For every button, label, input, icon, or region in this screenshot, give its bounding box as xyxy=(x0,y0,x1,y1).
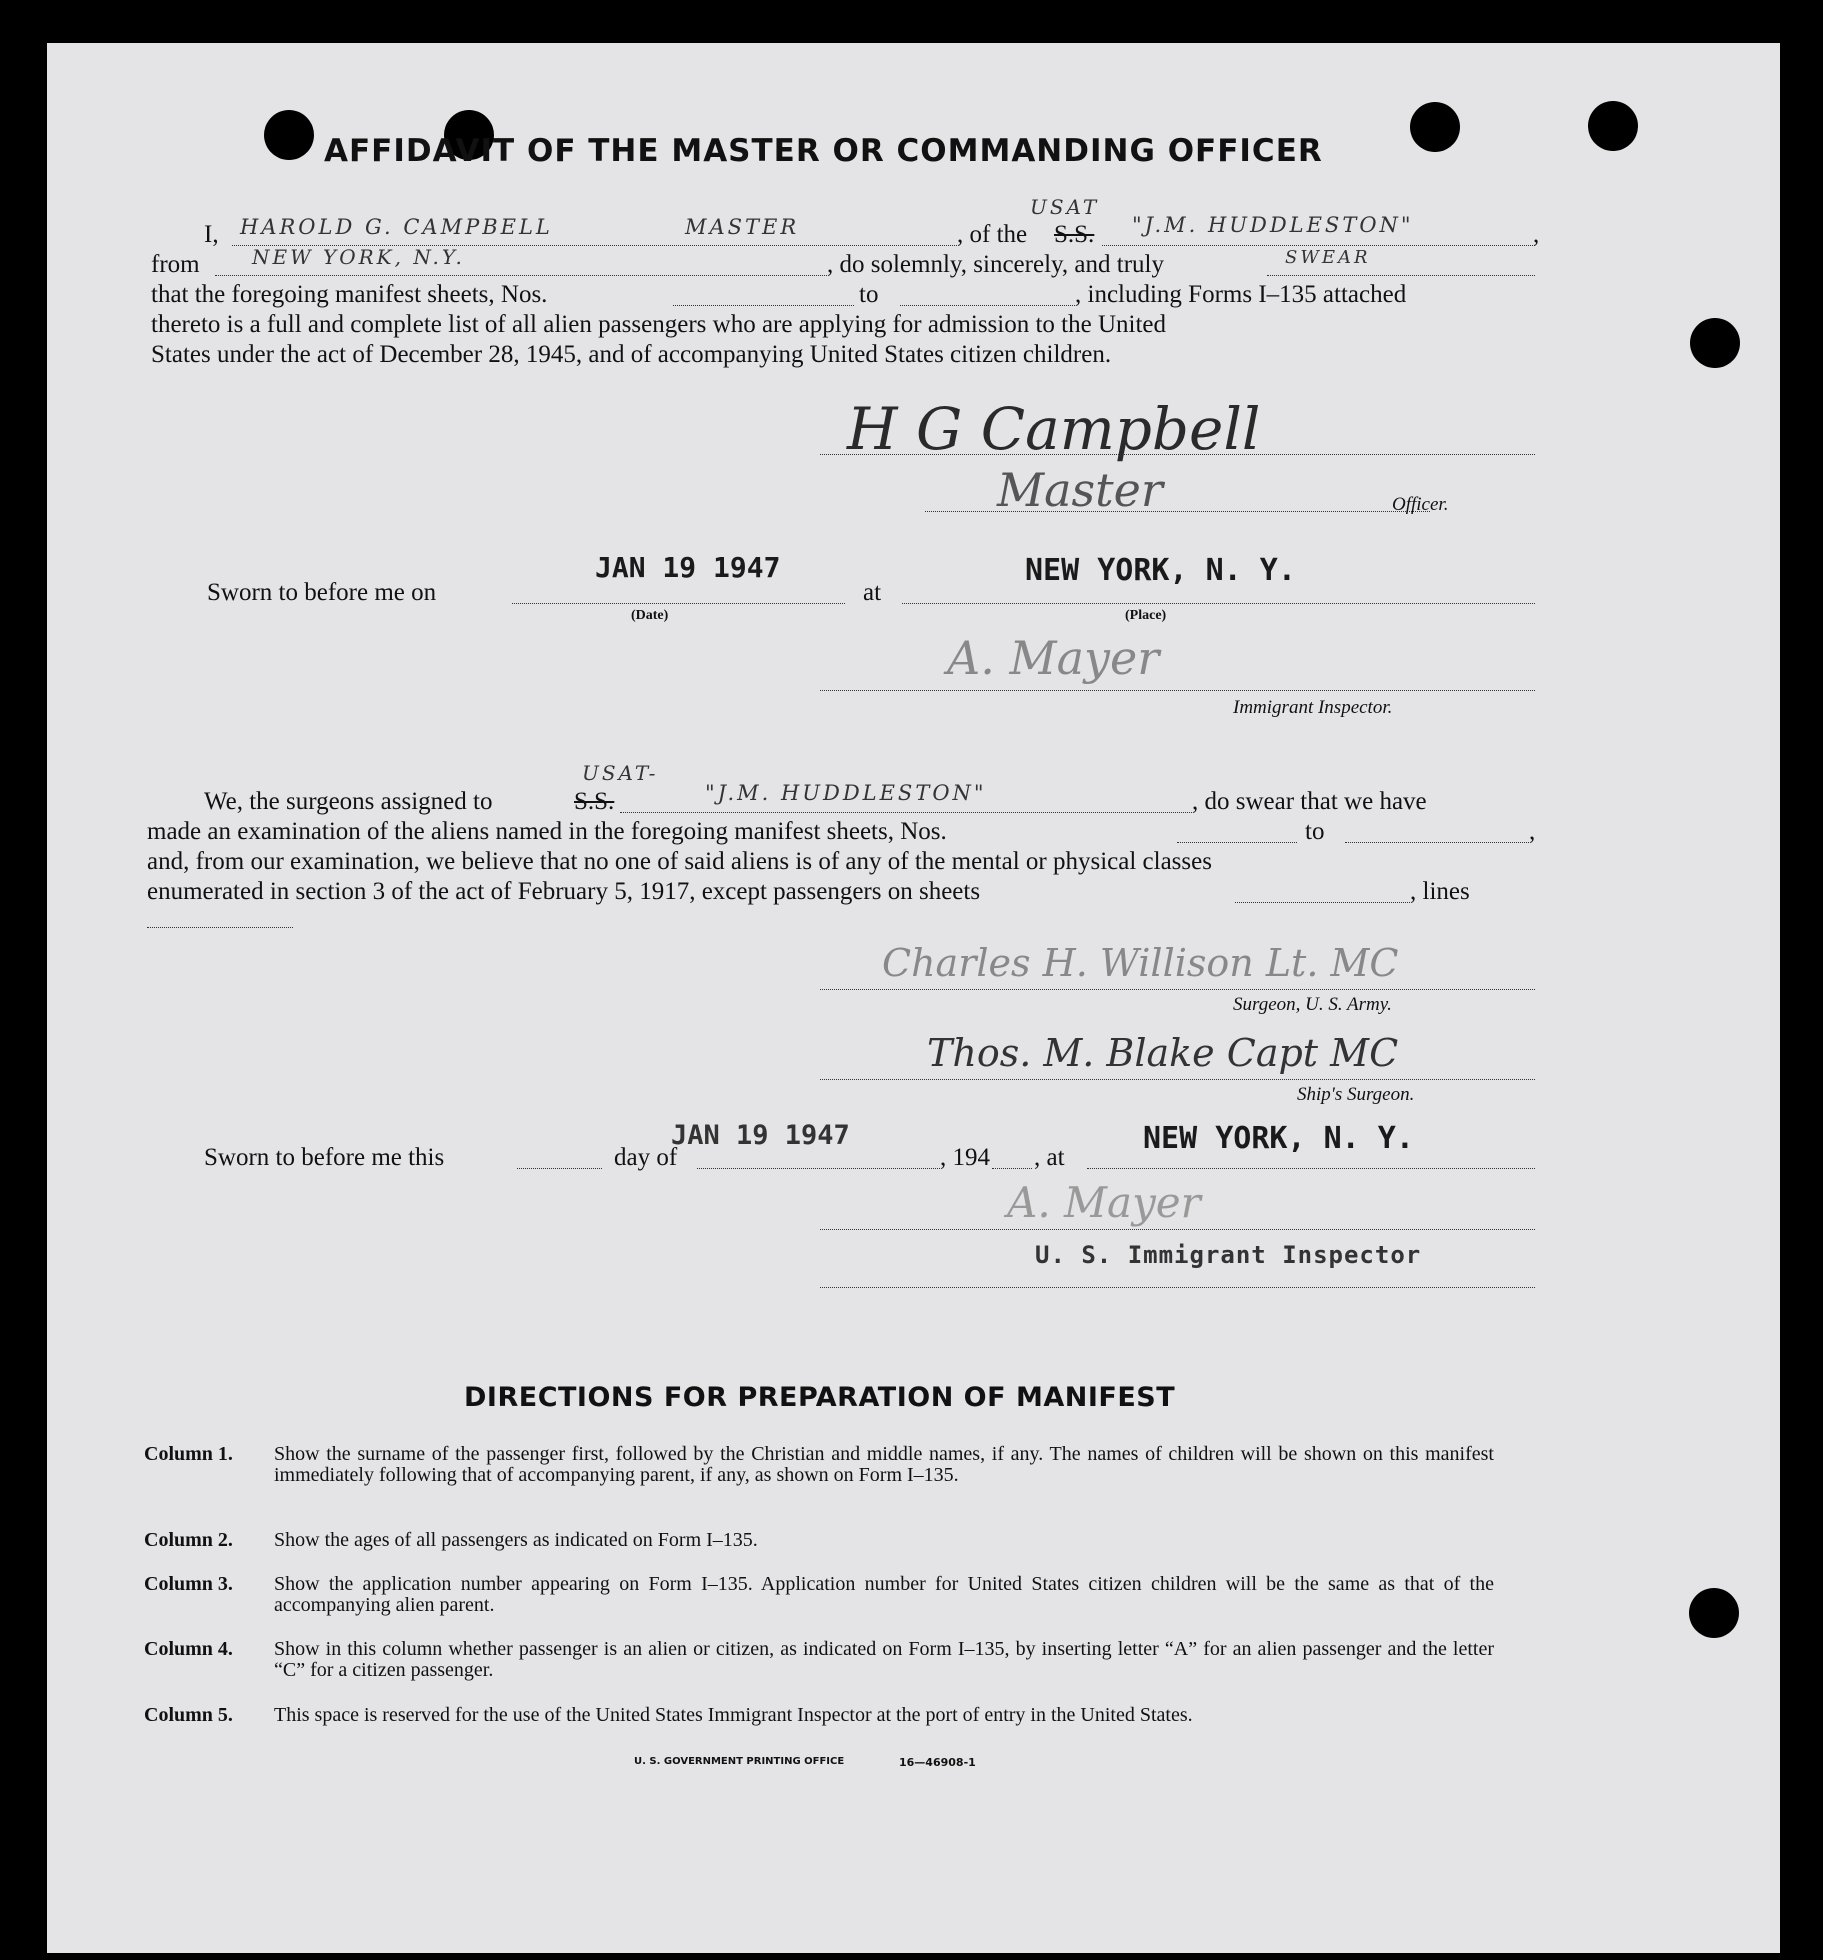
sworn-date-stamp: JAN 19 1947 xyxy=(595,551,781,584)
direction-label-1: Column 1. xyxy=(144,1443,233,1465)
sworn2-place-stamp: NEW YORK, N. Y. xyxy=(1143,1121,1414,1156)
direction-text-5: This space is reserved for the use of the United States Immigrant Inspector at the port of entry in the United States. xyxy=(274,1704,1193,1726)
direction-text-3: Show the application number appearing on Form I–135. Application number for United States citizen children will be the same as that of the accompanying alien parent. xyxy=(274,1573,1494,1616)
place-caption: (Place) xyxy=(1125,608,1167,623)
direction-text-4: Show in this column whether passenger is an alien or citizen, as indicated on Form I–135, by inserting letter “A” for an alien passenger and the letter “C” for a citizen passenger. xyxy=(274,1638,1494,1681)
ss-struck: S.S. xyxy=(1054,221,1095,248)
surgeons-ship-name: "J.M. HUDDLESTON" xyxy=(705,781,987,805)
surgeons-text-3: and, from our examination, we believe that no one of said aliens is of any of the mental or physical classes xyxy=(147,848,1212,875)
sworn-before-label: Sworn to before me on xyxy=(207,579,437,606)
surgeons-to-label: to xyxy=(1305,818,1325,845)
including-forms-text: , including Forms I–135 attached xyxy=(1075,281,1407,308)
sworn-place-line xyxy=(902,603,1535,604)
printer-imprint: U. S. GOVERNMENT PRINTING OFFICE xyxy=(634,1756,845,1767)
officer-title-signature: Master xyxy=(997,463,1163,517)
direction-text-1: Show the surname of the passenger first, followed by the Christian and middle names, if any. The names of children will be shown on this manifest immediately following that of accompanying parent, if any, as shown on Form I–135. xyxy=(274,1443,1494,1486)
punch-hole xyxy=(1690,318,1740,368)
surgeons-text-4: enumerated in section 3 of the act of February 5, 1917, except passengers on sheets xyxy=(147,878,981,905)
sworn2-month-line xyxy=(697,1168,940,1169)
officer-signature: H G Campbell xyxy=(847,395,1261,463)
officer-title-line xyxy=(925,511,1430,512)
surgeons-sheet-to-line xyxy=(1345,842,1529,843)
solemnly-text: , do solemnly, sincerely, and truly xyxy=(827,251,1164,278)
ship-name-line xyxy=(1102,245,1535,246)
sworn2-label: Sworn to before me this xyxy=(204,1144,445,1171)
officer-label: Officer. xyxy=(1392,494,1449,515)
ship-prefix: USAT xyxy=(1030,195,1100,219)
master-rank: MASTER xyxy=(685,215,800,239)
surgeons-sheet-from-line xyxy=(1177,842,1297,843)
punch-hole xyxy=(1588,101,1638,151)
surgeons-ship-prefix: USAT- xyxy=(582,761,659,785)
officer-signature-line xyxy=(820,454,1535,455)
direction-label-5: Column 5. xyxy=(144,1704,233,1726)
oath-word: SWEAR xyxy=(1285,247,1371,268)
affidavit-title: AFFIDAVIT OF THE MASTER OR COMMANDING OFFICER xyxy=(324,133,1323,169)
sworn-at-label: at xyxy=(863,579,882,606)
sworn2-day-line xyxy=(517,1168,602,1169)
direction-text-2: Show the ages of all passengers as indicated on Form I–135. xyxy=(274,1529,758,1551)
affidavit-line-5: States under the act of December 28, 1945, and of accompanying United States citizen children. xyxy=(151,341,1112,368)
surgeons-text-1b: , do swear that we have xyxy=(1192,788,1427,815)
inspector-signature-1: A. Mayer xyxy=(947,631,1160,685)
army-surgeon-line xyxy=(820,989,1535,990)
comma: , xyxy=(1533,221,1540,248)
sworn-place-stamp: NEW YORK, N. Y. xyxy=(1025,553,1296,588)
surgeons-text-1: We, the surgeons assigned to xyxy=(204,788,493,815)
ship-surgeon-label: Ship's Surgeon. xyxy=(1297,1084,1415,1105)
inspector-signature-2: A. Mayer xyxy=(1007,1178,1201,1227)
sheet-from-line xyxy=(673,305,854,306)
inspector-stamp-line xyxy=(820,1287,1535,1288)
punch-hole xyxy=(1410,102,1460,152)
master-name: HAROLD G. CAMPBELL xyxy=(240,215,553,239)
inspector-stamp: U. S. Immigrant Inspector xyxy=(1035,1241,1422,1269)
sworn2-year: , 194 xyxy=(940,1144,990,1171)
surgeons-ship-line xyxy=(620,812,1192,813)
surgeons-ss-struck: S.S. xyxy=(574,788,615,815)
ship-surgeon-line xyxy=(820,1079,1535,1080)
of-the-label: , of the xyxy=(957,221,1028,248)
form-number: 16—46908-1 xyxy=(899,1756,976,1769)
sworn2-place-line xyxy=(1087,1168,1535,1169)
date-caption: (Date) xyxy=(631,608,669,623)
direction-label-2: Column 2. xyxy=(144,1529,233,1551)
surgeons-lines-label: , lines xyxy=(1410,878,1470,905)
ship-surgeon-signature: Thos. M. Blake Capt MC xyxy=(927,1031,1399,1075)
direction-label-3: Column 3. xyxy=(144,1573,233,1595)
sheet-to-line xyxy=(900,305,1075,306)
direction-label-4: Column 4. xyxy=(144,1638,233,1660)
from-label: from xyxy=(151,251,200,278)
from-place-line xyxy=(215,275,827,276)
inspector-signature-line-1 xyxy=(820,690,1535,691)
army-surgeon-signature: Charles H. Willison Lt. MC xyxy=(882,941,1399,985)
sworn-date-line xyxy=(512,603,845,604)
from-place: NEW YORK, N.Y. xyxy=(252,245,465,269)
to-label: to xyxy=(859,281,879,308)
affidavit-line-4: thereto is a full and complete list of all alien passengers who are applying for admission to the United xyxy=(151,311,1167,338)
surgeons-lines-line xyxy=(147,927,293,928)
surgeons-sheets-line xyxy=(1235,902,1410,903)
oath-line xyxy=(1267,275,1535,276)
inspector-signature-line-2 xyxy=(820,1229,1535,1230)
army-surgeon-label: Surgeon, U. S. Army. xyxy=(1233,994,1392,1015)
document-page xyxy=(47,43,1780,1953)
sworn2-date-stamp: JAN 19 1947 xyxy=(671,1120,850,1151)
inspector-label-1: Immigrant Inspector. xyxy=(1233,697,1393,718)
manifest-sheets-text: that the foregoing manifest sheets, Nos. xyxy=(151,281,548,308)
sworn2-day-of: day of xyxy=(614,1144,678,1171)
punch-hole xyxy=(1689,1588,1739,1638)
ship-name: "J.M. HUDDLESTON" xyxy=(1132,213,1414,237)
sworn2-year-line xyxy=(992,1168,1032,1169)
directions-title: DIRECTIONS FOR PREPARATION OF MANIFEST xyxy=(464,1382,1176,1413)
punch-hole xyxy=(264,110,314,160)
surgeons-text-2: made an examination of the aliens named in the foregoing manifest sheets, Nos. xyxy=(147,818,947,845)
surgeons-comma: , xyxy=(1529,818,1536,845)
i-label: I, xyxy=(204,221,219,248)
sworn2-at: , at xyxy=(1034,1144,1065,1171)
